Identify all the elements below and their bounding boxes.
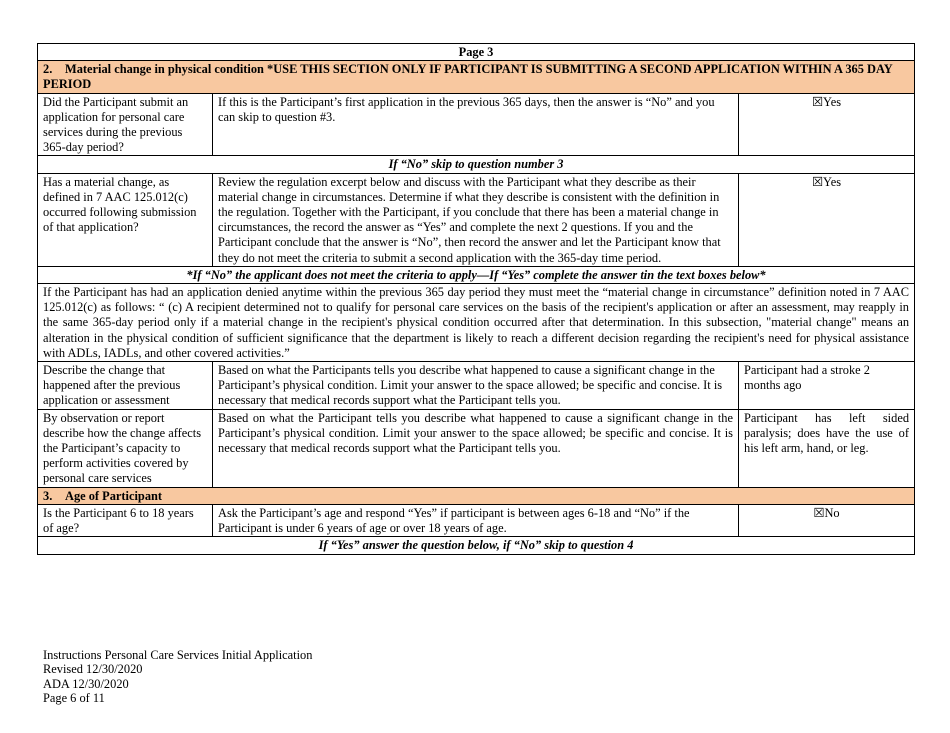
- section-2-title: Material change in physical condition *USE THIS SECTION ONLY IF PARTICIPANT IS SUBMITTING A SECOND APPLICATION WITHIN A 365 DAY PERIOD: [43, 62, 893, 92]
- instruction-observation: Based on what the Participant tells you describe what happened to cause a significant change in the Participant’s physical condition. Limit your answer to the space allowed; be specific and concise. It is necessary that medical records support what the Participant tells you.: [213, 409, 739, 487]
- section-2-number: 2.: [43, 62, 53, 77]
- regulation-text: If the Participant has had an application denied anytime within the previous 365 day period they must meet the “material change in circumstance” definition noted in 7 AAC 125.012(c) as follows: “ (c) A recipient determined not to qualify for personal care services on the basis of the recipient's application or after an assessment, may reapply in the same 365-day period only if a material change in the recipient's physical condition occurred after that determination. In this subsection, "material change" means an alteration in the physical condition of sufficient significance that the department is likely to reach a different decision regarding the recipient's need for physical assistance with ADLs, IADLs, and other covered activities.”: [38, 284, 915, 362]
- criteria-note: *If “No” the applicant does not meet the criteria to apply—If “Yes” complete the answer tin the text boxes below*: [38, 266, 915, 283]
- page-header-row: [38, 44, 915, 61]
- question-age: Is the Participant 6 to 18 years of age?: [38, 504, 213, 536]
- question-describe-change: Describe the change that happened after the previous application or assessment: [38, 362, 213, 410]
- section-2-header: [38, 61, 915, 93]
- regulation-row: [38, 284, 915, 362]
- section-2-header-row: [38, 61, 915, 93]
- answer-observation[interactable]: Participant has left sided paralysis; does have the use of his left arm, hand, or leg.: [739, 409, 915, 487]
- criteria-note-row: [38, 266, 915, 283]
- answer-material-change[interactable]: ☒Yes: [739, 173, 915, 266]
- page-header: Page 3: [38, 44, 915, 61]
- answer-age[interactable]: ☒No: [739, 504, 915, 536]
- question-material-change: Has a material change, as defined in 7 AAC 125.012(c) occurred following submission of that application?: [38, 173, 213, 266]
- footer-ada-date: ADA 12/30/2020: [43, 676, 129, 691]
- question-observation: By observation or report describe how the change affects the Participant’s capacity to perform activities covered by personal care services: [38, 409, 213, 487]
- instruction-describe-change: Based on what the Participants tells you describe what happened to cause a significant change in the Participant’s physical condition. Limit your answer to the space allowed; be specific and concise. It is necessary that medical records support what the Participant tells you.: [213, 362, 739, 410]
- question-row-observation: [38, 409, 915, 487]
- footer-revised-date: Revised 12/30/2020: [43, 662, 143, 677]
- skip-note-row-1: [38, 156, 915, 173]
- answer-second-application[interactable]: ☒Yes: [739, 93, 915, 156]
- section-3-title: Age of Participant: [65, 488, 163, 503]
- question-row-describe-change: [38, 362, 915, 410]
- question-row-material-change: [38, 173, 915, 266]
- skip-note-1: If “No” skip to question number 3: [38, 156, 915, 173]
- section-3-header-row: [38, 487, 915, 504]
- footer-page-number: Page 6 of 11: [43, 691, 105, 706]
- instruction-second-application: If this is the Participant’s first application in the previous 365 days, then the answer is “No” and you can skip to question #3.: [213, 93, 739, 156]
- footer-document-title: Instructions Personal Care Services Initial Application: [43, 648, 313, 662]
- skip-note-row-2: [38, 537, 915, 554]
- question-row-age: [38, 504, 915, 536]
- answer-describe-change[interactable]: Participant had a stroke 2 months ago: [739, 362, 915, 410]
- skip-note-2: If “Yes” answer the question below, if “No” skip to question 4: [38, 537, 915, 554]
- page-footer: [43, 648, 312, 706]
- instruction-age: Ask the Participant’s age and respond “Yes” if participant is between ages 6-18 and “No” if the Participant is under 6 years of age or over 18 years of age.: [213, 504, 739, 536]
- instruction-material-change: Review the regulation excerpt below and discuss with the Participant what they describe as their material change in circumstances. Determine if what they describe is consistent with the definition in the regulation. Together with the Participant, if you conclude that there has been a material change in circumstances, the record the answer as “Yes” and complete the next 2 questions. If you and the Participant conclude that the answer is “No”, then record the answer and let the Participant know that they do not meet the criteria to submit a second application with the 365-day time period.: [213, 173, 739, 266]
- form-table: [37, 43, 915, 555]
- section-3-header: [38, 487, 915, 504]
- question-row-second-application: [38, 93, 915, 156]
- section-3-number: 3.: [43, 488, 53, 503]
- question-second-application: Did the Participant submit an application for personal care services during the previous 365-day period?: [38, 93, 213, 156]
